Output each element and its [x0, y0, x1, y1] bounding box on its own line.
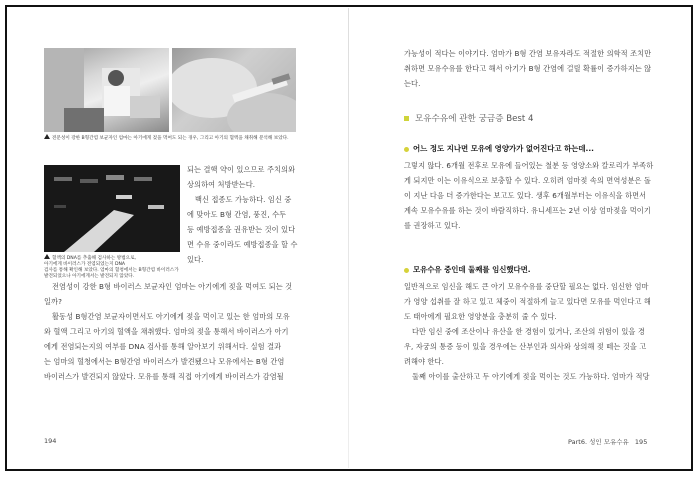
body-line: 가능성이 적다는 이야기다. 엄마가 B형 간염 보유자라도 적절한 의학적 조치만: [404, 49, 652, 58]
photo-caption-1: 전문성이 강한 B형간염 보균자인 엄마는 아기에게 젖을 먹여도 되는 경우, 그리고 아기의 혈액을 채취해 분석해 보았다.: [44, 134, 298, 142]
caption2-line: 혈액의 DNA를 추출해 검사하는 방법으로,: [44, 254, 184, 262]
photo1-svg: [44, 48, 169, 132]
answer-line: 를 권장하고 있다.: [404, 221, 461, 230]
question-1: 어느 정도 지나면 모유에 영양가가 없어진다고 하는데...: [404, 143, 594, 154]
answer-line: 려해야 한다.: [404, 357, 444, 366]
answer-line: 이 지난 다음 더 증가한다는 보고도 있다. 생후 6개월부터는 이유식을 하면서: [404, 191, 647, 200]
side-text-line: 백신 접종도 가능하다. 임신 중: [195, 195, 292, 204]
body-line: 일까?: [44, 297, 63, 306]
answer-1: [404, 158, 666, 233]
square-bullet-icon: [404, 116, 409, 121]
answer-line: 계속 모유수유를 하는 것이 바람직하다. 유니세프는 2년 이상 엄마젖을 먹이기: [404, 206, 651, 215]
section-heading: 모유수유에 관한 궁금증 Best 4: [404, 112, 533, 124]
bullet-dot-icon: [404, 268, 409, 273]
photo-caption-2: [44, 254, 184, 280]
answer-line: 일반적으로 임신을 해도 큰 아기 모유수유를 중단할 필요는 없다. 임신한 엄마: [404, 282, 649, 291]
body-line: 취하면 모유수유를 한다고 해서 아기가 B형 간염에 걸릴 확률이 증가하지는 않: [404, 64, 652, 73]
page-number-right: 195: [634, 438, 648, 446]
photo3-svg: [44, 165, 180, 252]
side-text-line: 있다.: [187, 255, 204, 264]
page-number-left: 194: [44, 437, 57, 445]
answer-line: 그렇지 않다. 6개월 전후로 모유에 들어있는 철분 등 영양소와 칼로리가 부족하: [404, 161, 654, 170]
body-line: 는 엄마의 혈청에서는 B형간염 바이러스가 발견됐으나 모유에서는 B형 간염: [44, 357, 285, 366]
bullet-dot-icon: [404, 147, 409, 152]
running-footer: [568, 437, 647, 446]
side-text-line: 면 수유 중이라도 예방접종을 할 수: [187, 240, 298, 249]
right-top-text: [404, 46, 664, 91]
body-line: 활동성 B형간염 보균자이면서도 아기에게 젖을 먹이고 있는 한 엄마의 모유: [52, 312, 290, 321]
answer-line: 도 태아에게 필요한 영양분을 충분히 줄 수 있다.: [404, 312, 557, 321]
side-text-line: 에 맞아도 B형 간염, 풍진, 수두: [187, 210, 287, 219]
photo-nurse-with-baby: [44, 48, 169, 132]
body-line: 바이러스가 발견되지 않았다. 모유를 통해 직접 아기에게 바이러스가 감염될: [44, 372, 284, 381]
answer-line: 다만 임신 중에 조산이나 유산을 한 경험이 있거나, 조산의 위험이 있을 경: [412, 327, 645, 336]
side-text-block: [187, 162, 302, 267]
caption-triangle-icon: [44, 134, 50, 139]
page-gutter: [348, 8, 349, 468]
body-line: 와 혈액 그리고 아기의 혈액을 채취했다. 엄마의 젖을 통해서 바이러스가 아기: [44, 327, 289, 336]
answer-line: 둘째 아이를 출산하고 두 아기에게 젖을 먹이는 것도 가능하다. 엄마가 적당: [412, 372, 650, 381]
photo-blood-draw: [172, 48, 296, 132]
side-text-line: 되는 결핵 약이 있으므로 주치의와: [187, 165, 296, 174]
caption2-line: 아기에게 바이러스가 전염되었는지 DNA: [44, 262, 126, 267]
answer-line: 가 영양 섭취를 잘 하고 있고 체중이 적절하게 늘고 있다면 모유를 먹인다고 해: [404, 297, 651, 306]
caption2-line: 발견되었으나 아기에게서는 발견되지 않았다.: [44, 274, 135, 279]
left-body-text: [44, 279, 302, 384]
body-line: 에게 전염되는지의 여부를 DNA 검사를 통해 알아보기 위해서다. 실험 결과: [44, 342, 282, 351]
body-line: 전염성이 강한 B형 바이러스 보균자인 엄마는 아기에게 젖을 먹여도 되는 것: [52, 282, 293, 291]
footer-part-label: Part6. 성인 모유수유: [568, 438, 629, 446]
question-2: 모유수유 중인데 둘째를 임신했다면.: [404, 264, 531, 275]
answer-line: 우, 자궁의 통증 등이 있을 경우에는 산부인과 의사와 상의해 젖 떼는 것을 고: [404, 342, 647, 351]
body-line: 는다.: [404, 79, 421, 88]
caption2-line: 검사를 통해 확인해 보았다. 엄마의 혈청에서는 B형간염 바이러스가: [44, 268, 179, 273]
answer-line: 게 되지만 이는 이유식으로 보충할 수 있다. 오히려 엄마젖 속의 면역성분은 돌: [404, 176, 651, 185]
answer-2: [404, 279, 666, 384]
side-text-line: 상의하여 처방받는다.: [187, 180, 256, 189]
photo-dna-gel: [44, 165, 180, 252]
photo2-svg: [172, 48, 296, 132]
side-text-line: 등 예방접종을 권유받는 것이 있다: [187, 225, 296, 234]
caption-triangle-icon: [44, 254, 50, 259]
